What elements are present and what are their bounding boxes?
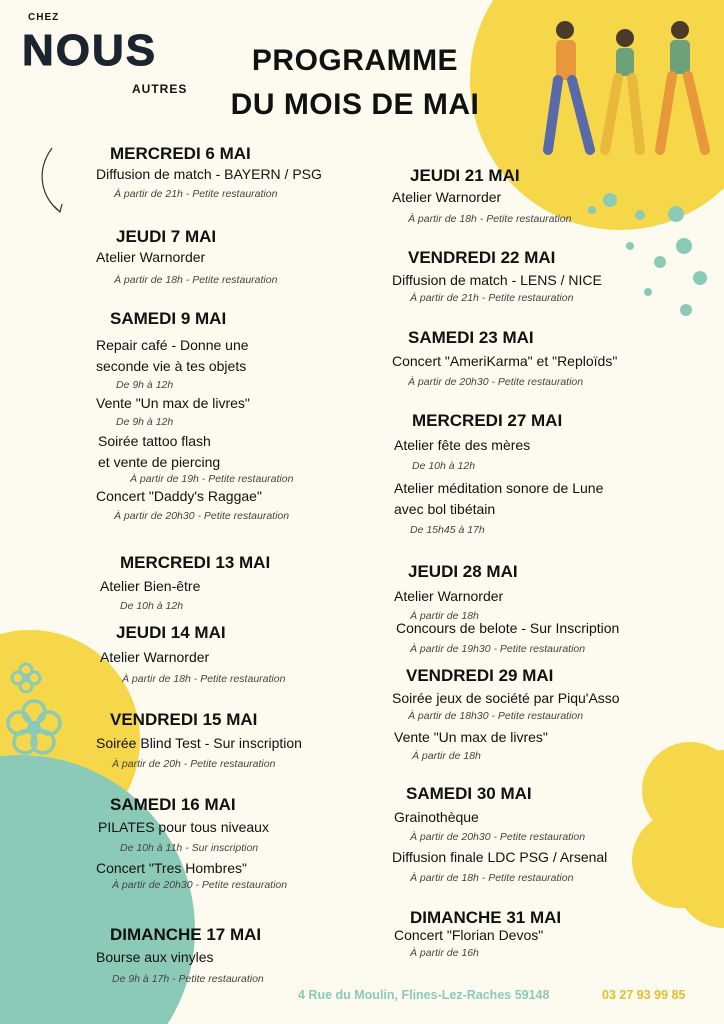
day-heading: VENDREDI 22 MAI bbox=[408, 248, 556, 267]
event-detail: À partir de 18h30 - Petite restauration bbox=[408, 710, 584, 722]
event-text: Concours de belote - Sur Inscription bbox=[396, 620, 620, 636]
event-detail: À partir de 20h30 - Petite restauration bbox=[114, 510, 290, 522]
day-heading: SAMEDI 30 MAI bbox=[406, 784, 532, 803]
event-text-line2: avec bol tibétain bbox=[394, 501, 496, 517]
event-detail: À partir de 18h - Petite restauration bbox=[114, 274, 278, 286]
day-heading: MERCREDI 13 MAI bbox=[120, 553, 271, 572]
day-heading: JEUDI 7 MAI bbox=[116, 227, 217, 246]
event-text-line2: seconde vie à tes objets bbox=[96, 358, 247, 374]
event-text: Atelier méditation sonore de Lune bbox=[394, 480, 604, 496]
event-text: Concert "Florian Devos" bbox=[394, 927, 544, 943]
event-detail: À partir de 20h30 - Petite restauration bbox=[410, 831, 586, 843]
day-heading: JEUDI 14 MAI bbox=[116, 623, 226, 642]
event-detail: À partir de 18h - Petite restauration bbox=[410, 872, 574, 884]
day-heading: SAMEDI 23 MAI bbox=[408, 328, 534, 347]
event-text: Atelier Warnorder bbox=[392, 189, 502, 205]
event-detail: De 10h à 11h - Sur inscription bbox=[120, 842, 259, 854]
day-heading: SAMEDI 9 MAI bbox=[110, 309, 227, 328]
event-detail: À partir de 20h30 - Petite restauration bbox=[112, 879, 288, 891]
event-text: Concert "Tres Hombres" bbox=[96, 860, 248, 876]
logo-main-text: NOUS bbox=[22, 26, 158, 75]
event-text: Soirée tattoo flash bbox=[98, 433, 211, 449]
logo-top-text: CHEZ bbox=[28, 12, 60, 23]
event-detail: De 15h45 à 17h bbox=[410, 524, 485, 536]
event-text: Atelier Bien-être bbox=[100, 578, 201, 594]
event-text: PILATES pour tous niveaux bbox=[98, 819, 269, 835]
event-detail: À partir de 16h bbox=[410, 947, 479, 959]
day-heading: VENDREDI 15 MAI bbox=[110, 710, 258, 729]
title-line-2: DU MOIS DE MAI bbox=[230, 88, 480, 121]
event-detail: À partir de 21h - Petite restauration bbox=[114, 188, 278, 200]
event-text: Atelier fête des mères bbox=[394, 437, 531, 453]
event-text: Concert "Daddy's Raggae" bbox=[96, 488, 262, 504]
event-text-line2: et vente de piercing bbox=[98, 454, 221, 470]
event-text: Atelier Warnorder bbox=[394, 588, 504, 604]
event-detail: À partir de 20h30 - Petite restauration bbox=[408, 376, 584, 388]
event-detail: À partir de 19h - Petite restauration bbox=[130, 473, 294, 485]
event-text: Grainothèque bbox=[394, 809, 479, 825]
title-line-1: PROGRAMME bbox=[251, 44, 459, 77]
curved-arrow bbox=[42, 148, 60, 212]
event-detail: À partir de 18h - Petite restauration bbox=[408, 213, 572, 225]
event-text: Vente "Un max de livres" bbox=[96, 395, 250, 411]
event-text: Atelier Warnorder bbox=[100, 649, 210, 665]
event-detail: À partir de 18h bbox=[410, 610, 479, 622]
event-text: Concert "AmeriKarma" et "Reploïds" bbox=[392, 353, 618, 369]
event-text: Diffusion de match - LENS / NICE bbox=[392, 272, 602, 288]
event-detail: À partir de 18h bbox=[412, 750, 481, 762]
day-heading: DIMANCHE 31 MAI bbox=[410, 908, 562, 927]
event-detail: De 9h à 12h bbox=[116, 379, 174, 391]
event-text: Repair café - Donne une bbox=[96, 337, 249, 353]
event-detail: À partir de 20h - Petite restauration bbox=[112, 758, 276, 770]
day-heading: JEUDI 21 MAI bbox=[410, 166, 520, 185]
event-detail: De 10h à 12h bbox=[412, 460, 476, 472]
event-text: Diffusion finale LDC PSG / Arsenal bbox=[392, 849, 608, 865]
day-heading: DIMANCHE 17 MAI bbox=[110, 925, 262, 944]
event-text: Soirée Blind Test - Sur inscription bbox=[96, 735, 302, 751]
day-heading: JEUDI 28 MAI bbox=[408, 562, 518, 581]
day-heading: VENDREDI 29 MAI bbox=[406, 666, 554, 685]
event-detail: De 10h à 12h bbox=[120, 600, 184, 612]
event-text: Vente "Un max de livres" bbox=[394, 729, 548, 745]
event-detail: De 9h à 12h bbox=[116, 416, 174, 428]
event-detail: À partir de 21h - Petite restauration bbox=[410, 292, 574, 304]
event-text: Bourse aux vinyles bbox=[96, 949, 214, 965]
event-detail: De 9h à 17h - Petite restauration bbox=[112, 973, 264, 985]
event-text: Atelier Warnorder bbox=[96, 249, 206, 265]
footer-address: 4 Rue du Moulin, Flines-Lez-Raches 59148 bbox=[298, 988, 550, 1002]
event-text: Soirée jeux de société par Piqu'Asso bbox=[392, 690, 620, 706]
event-detail: À partir de 18h - Petite restauration bbox=[122, 673, 286, 685]
logo-bottom-text: AUTRES bbox=[132, 82, 188, 96]
event-text: Diffusion de match - BAYERN / PSG bbox=[96, 166, 322, 182]
day-heading: MERCREDI 27 MAI bbox=[412, 411, 563, 430]
footer-phone: 03 27 93 99 85 bbox=[602, 988, 686, 1002]
day-heading: MERCREDI 6 MAI bbox=[110, 144, 251, 163]
yellow-flower-right bbox=[632, 742, 724, 928]
event-detail: À partir de 19h30 - Petite restauration bbox=[410, 643, 586, 655]
day-heading: SAMEDI 16 MAI bbox=[110, 795, 236, 814]
